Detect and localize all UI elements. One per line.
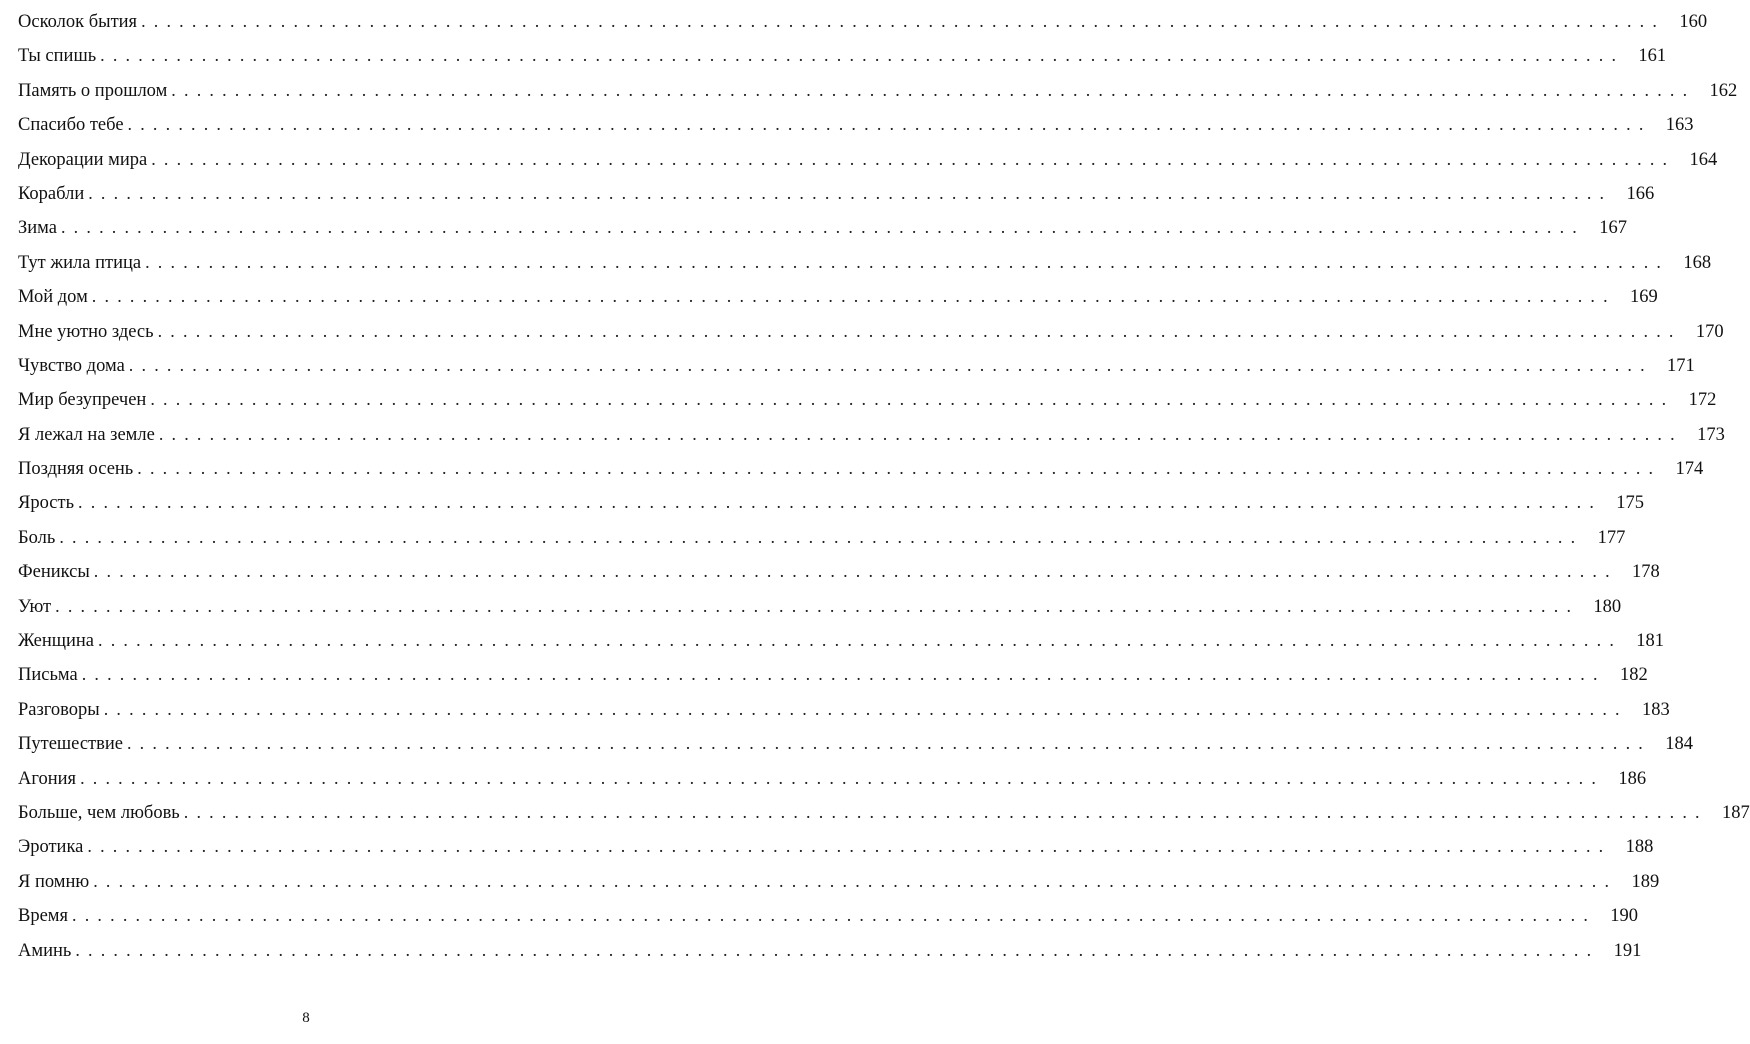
toc-entry-page: 168	[1683, 252, 1712, 273]
toc-entry-page: 186	[1618, 768, 1647, 789]
toc-entry-title: Мой дом	[18, 287, 88, 308]
toc-entry-title: Агония	[18, 768, 77, 789]
toc-entry[interactable]	[18, 245, 1712, 279]
dot-leader: ........................................................................................................................	[72, 905, 1597, 926]
toc-entry-page: 164	[1689, 149, 1718, 170]
toc-entry-title: Поздняя осень	[18, 459, 134, 480]
dot-leader: ........................................................................................................................	[183, 801, 1708, 822]
dot-leader: ........................................................................................................................	[93, 561, 1618, 582]
toc-entry-page: 173	[1697, 424, 1725, 445]
toc-entry-page: 190	[1610, 906, 1639, 927]
toc-entry-page: 178	[1632, 562, 1660, 583]
dot-leader: ........................................................................................................................	[157, 320, 1682, 341]
toc-entry-page: 175	[1616, 493, 1645, 514]
toc-entry-page: 188	[1625, 837, 1654, 858]
toc-entry[interactable]	[18, 898, 1639, 932]
toc-entry-title: Ярость	[18, 493, 75, 514]
table-of-contents	[18, 4, 1750, 967]
toc-entry-page: 182	[1619, 665, 1648, 686]
toc-entry[interactable]	[18, 107, 1694, 141]
toc-entry-title: Зима	[18, 218, 57, 239]
toc-entry-page: 162	[1709, 80, 1738, 101]
page-number: 8	[302, 1010, 310, 1026]
toc-entry[interactable]	[18, 657, 1648, 691]
toc-entry[interactable]	[18, 589, 1622, 623]
dot-leader: ........................................................................................................................	[98, 630, 1623, 651]
toc-entry[interactable]	[18, 692, 1670, 726]
toc-entry[interactable]	[18, 451, 1704, 485]
dot-leader: ........................................................................................................................	[78, 492, 1603, 513]
toc-entry-page: 187	[1722, 802, 1750, 823]
dot-leader: ........................................................................................................................	[81, 664, 1606, 685]
toc-entry-title: Время	[18, 906, 69, 927]
toc-entry-title: Боль	[18, 527, 56, 548]
toc-entry-title: Я помню	[18, 871, 90, 892]
dot-leader: ........................................................................................................................	[158, 423, 1683, 444]
toc-entry-title: Тут жила птица	[18, 252, 142, 273]
dot-leader: ........................................................................................................................	[151, 148, 1676, 169]
toc-entry-page: 171	[1667, 355, 1695, 376]
dot-leader: ........................................................................................................................	[103, 698, 1628, 719]
toc-entry-page: 180	[1593, 596, 1622, 617]
dot-leader: ........................................................................................................................	[145, 251, 1670, 272]
dot-leader: ........................................................................................................................	[150, 389, 1675, 410]
toc-entry-title: Женщина	[18, 631, 95, 652]
toc-entry[interactable]	[18, 348, 1695, 382]
toc-entry[interactable]	[18, 726, 1693, 760]
toc-entry-title: Мне уютно здесь	[18, 321, 154, 342]
dot-leader: ........................................................................................................................	[87, 836, 1612, 857]
toc-entry-page: 189	[1631, 871, 1660, 892]
toc-entry-page: 184	[1665, 734, 1693, 755]
toc-entry[interactable]	[18, 933, 1642, 967]
dot-leader: ........................................................................................................................	[137, 458, 1662, 479]
toc-entry[interactable]	[18, 4, 1708, 38]
toc-entry-title: Корабли	[18, 183, 85, 204]
toc-entry[interactable]	[18, 176, 1655, 210]
toc-entry-title: Больше, чем любовь	[18, 802, 180, 823]
toc-entry-title: Аминь	[18, 940, 72, 961]
toc-entry-page: 172	[1688, 390, 1717, 411]
toc-entry[interactable]	[18, 279, 1658, 313]
toc-entry[interactable]	[18, 382, 1717, 416]
toc-entry-title: Письма	[18, 665, 78, 686]
dot-leader: ........................................................................................................................	[59, 526, 1584, 547]
toc-entry[interactable]	[18, 520, 1626, 554]
toc-entry-title: Осколок бытия	[18, 12, 138, 32]
toc-entry-page: 161	[1638, 46, 1667, 67]
toc-entry[interactable]	[18, 314, 1724, 348]
toc-entry-page: 160	[1679, 12, 1708, 32]
dot-leader: ........................................................................................................................	[60, 217, 1585, 238]
toc-entry[interactable]	[18, 795, 1750, 829]
toc-entry-page: 167	[1599, 218, 1627, 239]
toc-entry-title: Декорации мира	[18, 149, 148, 170]
toc-entry[interactable]	[18, 485, 1645, 519]
toc-entry-title: Путешествие	[18, 734, 123, 755]
toc-entry[interactable]	[18, 864, 1660, 898]
toc-entry-title: Я лежал на земле	[18, 424, 155, 445]
toc-entry-page: 166	[1626, 183, 1655, 204]
dot-leader: ........................................................................................................................	[88, 182, 1613, 203]
toc-entry-page: 181	[1636, 631, 1665, 652]
toc-entry-page: 169	[1630, 287, 1658, 308]
dot-leader: ........................................................................................................................	[128, 354, 1653, 375]
dot-leader: ........................................................................................................................	[171, 79, 1696, 100]
toc-entry-page: 183	[1641, 699, 1670, 720]
toc-entry-title: Эротика	[18, 837, 84, 858]
toc-entry-title: Спасибо тебе	[18, 115, 124, 136]
toc-entry-page: 177	[1597, 527, 1626, 548]
toc-entry[interactable]	[18, 761, 1647, 795]
dot-leader: ........................................................................................................................	[141, 11, 1666, 31]
toc-entry-page: 170	[1695, 321, 1724, 342]
toc-entry-title: Ты спишь	[18, 46, 97, 67]
toc-entry-title: Фениксы	[18, 562, 90, 583]
toc-entry[interactable]	[18, 73, 1738, 107]
toc-entry-title: Память о прошлом	[18, 80, 168, 101]
toc-entry[interactable]	[18, 829, 1654, 863]
toc-entry-title: Чувство дома	[18, 355, 125, 376]
toc-entry[interactable]	[18, 417, 1725, 451]
dot-leader: ........................................................................................................................	[75, 939, 1600, 960]
toc-entry[interactable]	[18, 623, 1665, 657]
toc-entry[interactable]	[18, 554, 1660, 588]
dot-leader: ........................................................................................................................	[80, 767, 1605, 788]
toc-entry-title: Уют	[18, 596, 52, 617]
toc-entry-title: Разговоры	[18, 699, 100, 720]
toc-entry[interactable]	[18, 38, 1667, 72]
toc-entry-page: 163	[1665, 115, 1694, 136]
dot-leader: ........................................................................................................................	[55, 595, 1580, 616]
dot-leader: ........................................................................................................................	[91, 286, 1616, 307]
dot-leader: ........................................................................................................................	[126, 733, 1651, 754]
toc-entry[interactable]	[18, 210, 1627, 244]
toc-entry[interactable]	[18, 142, 1718, 176]
toc-entry-page: 191	[1613, 940, 1642, 961]
toc-entry-page: 174	[1675, 459, 1704, 480]
dot-leader: ........................................................................................................................	[127, 114, 1652, 135]
dot-leader: ........................................................................................................................	[100, 45, 1625, 66]
toc-entry-title: Мир безупречен	[18, 390, 147, 411]
dot-leader: ........................................................................................................................	[93, 870, 1618, 891]
